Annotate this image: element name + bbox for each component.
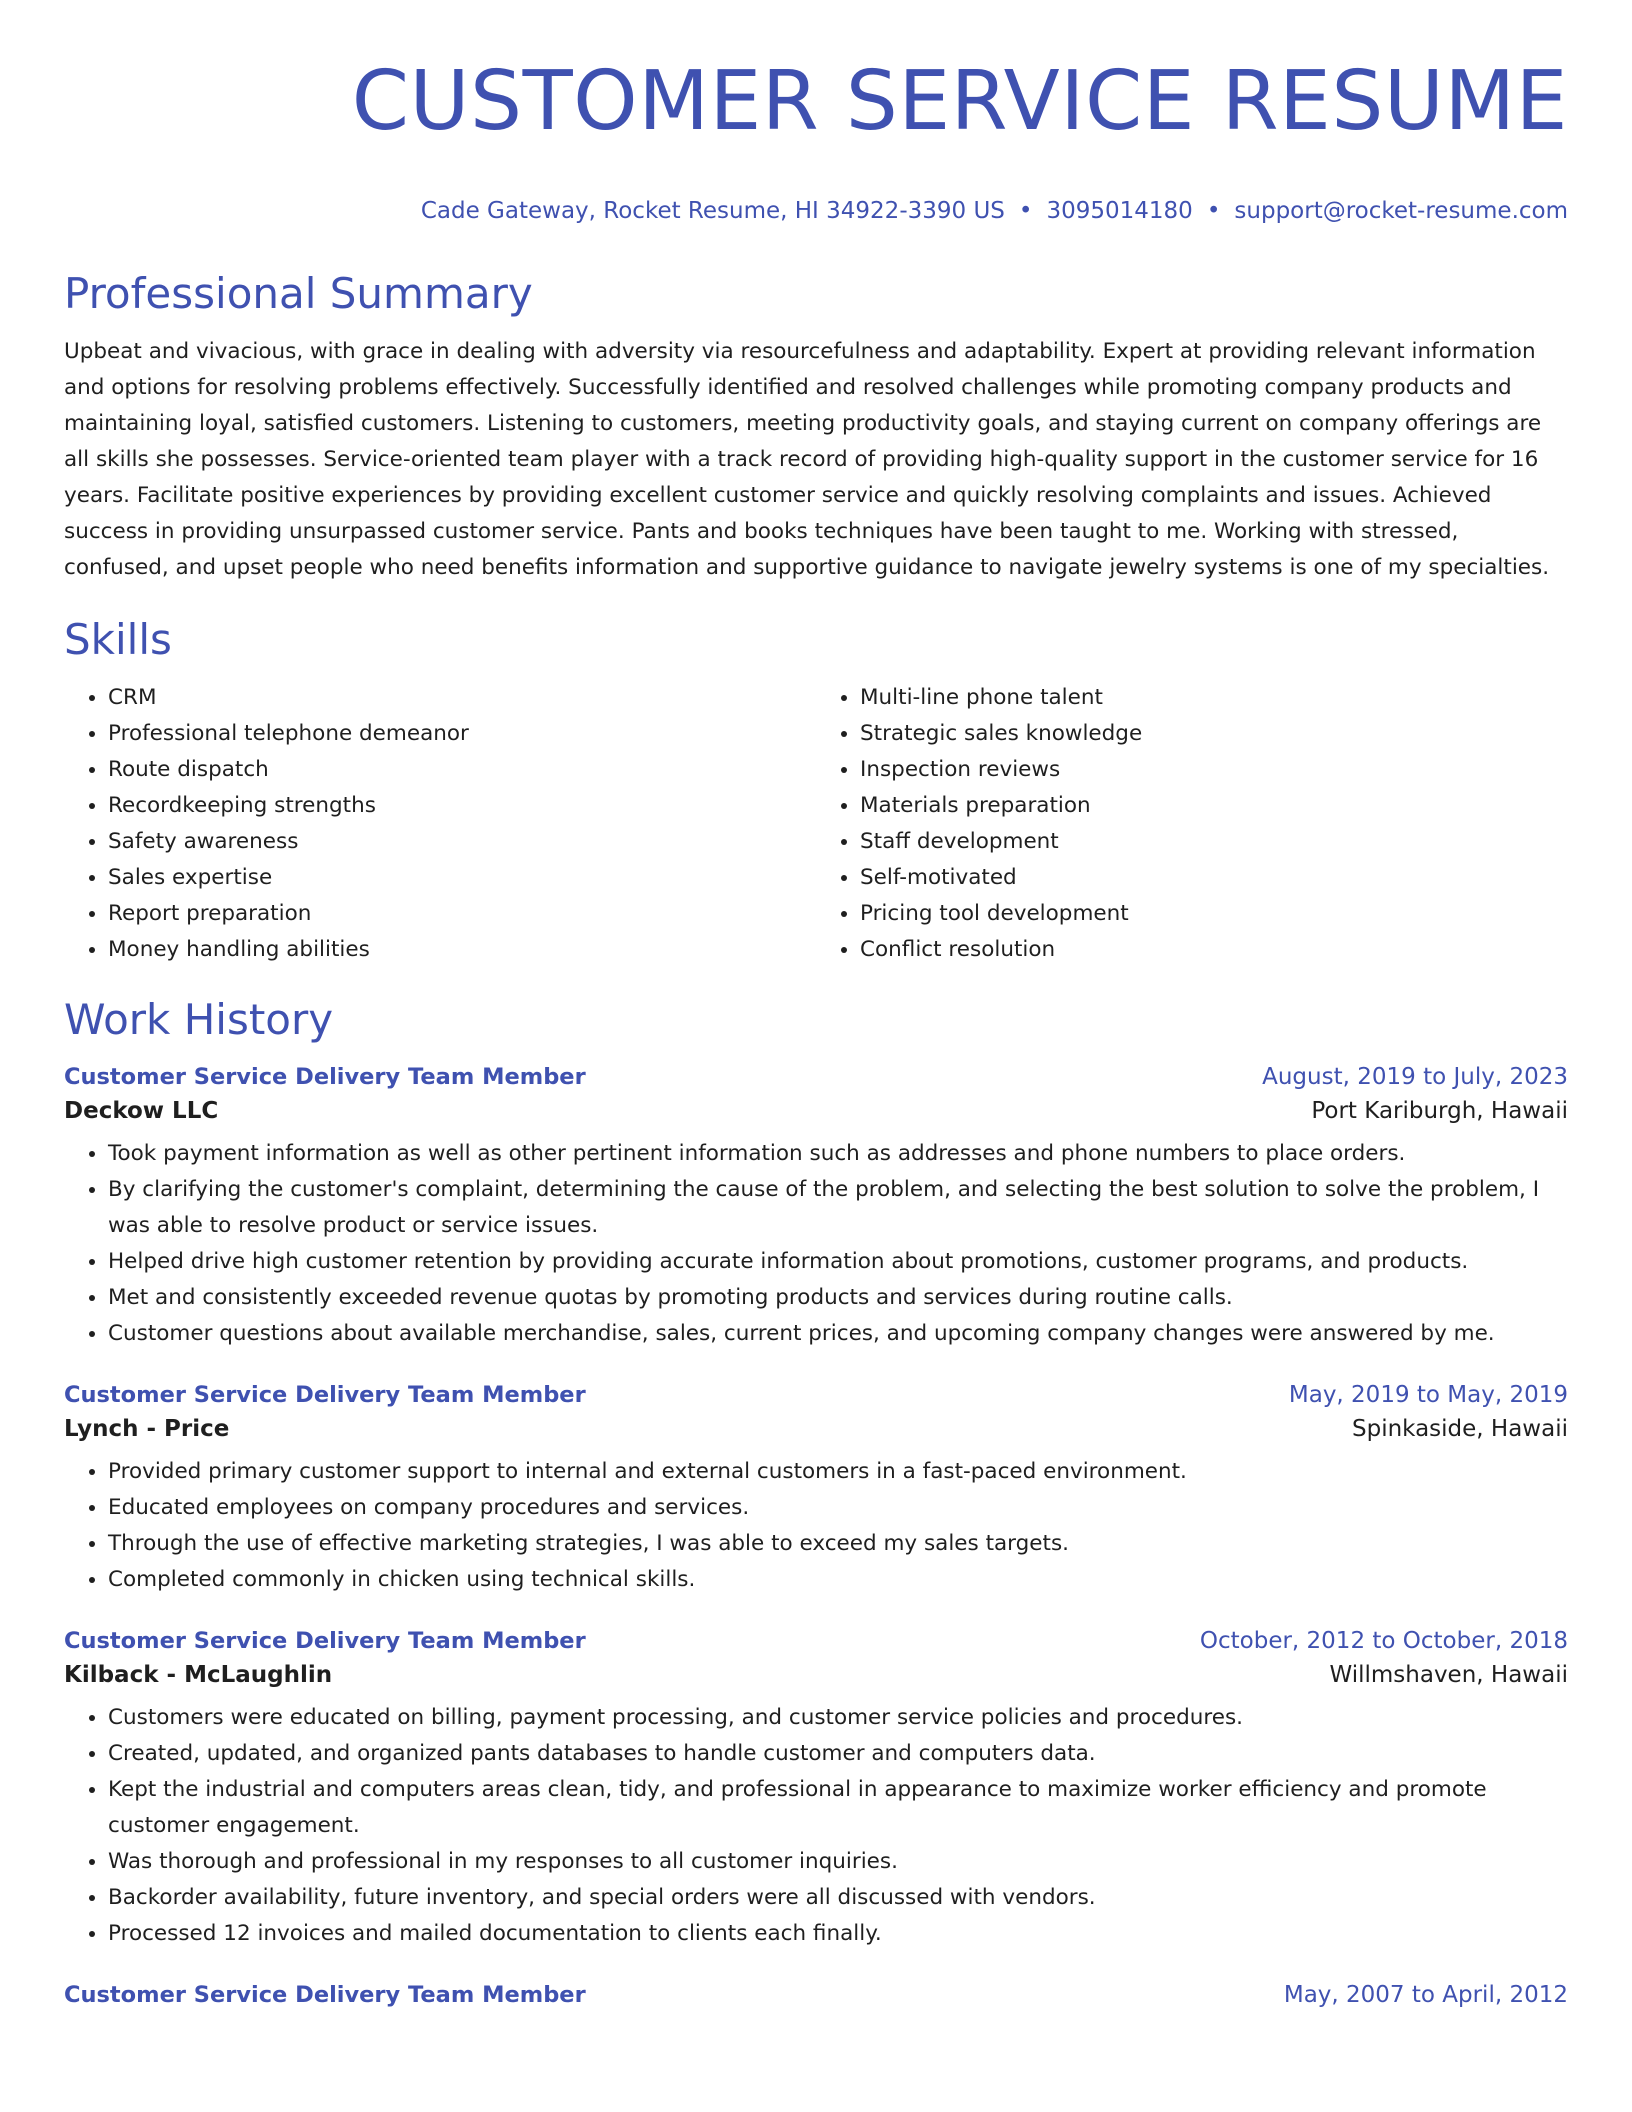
job-bullet-list [64, 1136, 1568, 1352]
job-bullet: • Was thorough and professional in my responses to all customer inquiries. [108, 1844, 1568, 1880]
job-location: Spinkaside, Hawaii [1352, 1416, 1568, 1442]
skill-item: • Money handling abilities [108, 932, 816, 968]
job-entry [64, 1064, 1568, 1352]
skill-item: • Pricing tool development [860, 896, 1568, 932]
job-location: Willmshaven, Hawaii [1329, 1662, 1568, 1688]
job-title: Customer Service Delivery Team Member [64, 1064, 586, 1090]
job-dates: October, 2012 to October, 2018 [1199, 1628, 1568, 1654]
skill-item: • Strategic sales knowledge [860, 716, 1568, 752]
job-header-row [64, 1982, 1568, 2008]
job-bullet: • Took payment information as well as other pertinent information such as addresses and phone numbers to place orders. [108, 1136, 1568, 1172]
job-dates: May, 2007 to April, 2012 [1283, 1982, 1568, 2008]
skill-item: • Recordkeeping strengths [108, 788, 816, 824]
job-company-row [64, 1662, 1568, 1688]
job-bullet: • Met and consistently exceeded revenue quotas by promoting products and services during routine calls. [108, 1280, 1568, 1316]
job-bullet-list [64, 1700, 1568, 1952]
job-entry [64, 1382, 1568, 1598]
skill-item: • Materials preparation [860, 788, 1568, 824]
skill-item: • Multi-line phone talent [860, 680, 1568, 716]
skill-item: • Inspection reviews [860, 752, 1568, 788]
job-bullet: • Helped drive high customer retention by providing accurate information about promotions, customer programs, and products. [108, 1244, 1568, 1280]
job-header-row [64, 1064, 1568, 1090]
contact-line [64, 198, 1568, 224]
skill-item: • Conflict resolution [860, 932, 1568, 968]
skill-item: • Sales expertise [108, 860, 816, 896]
skill-item: • Route dispatch [108, 752, 816, 788]
job-title: Customer Service Delivery Team Member [64, 1982, 586, 2008]
skills-list-left [64, 680, 816, 968]
job-bullet: • Provided primary customer support to internal and external customers in a fast-paced environment. [108, 1454, 1568, 1490]
contact-phone: 3095014180 [1046, 198, 1193, 224]
job-company: Deckow LLC [64, 1098, 219, 1124]
summary-heading: Professional Summary [64, 269, 533, 318]
skill-item: • Staff development [860, 824, 1568, 860]
contact-address: Cade Gateway, Rocket Resume, HI 34922-3390 US [420, 198, 1005, 224]
skills-grid [64, 680, 1568, 968]
job-location: Port Kariburgh, Hawaii [1311, 1098, 1568, 1124]
skill-item: • CRM [108, 680, 816, 716]
job-entry [64, 1982, 1568, 2008]
job-header-row [64, 1382, 1568, 1408]
job-bullet: • Backorder availability, future inventory, and special orders were all discussed with vendors. [108, 1880, 1568, 1916]
contact-separator: • [1206, 198, 1221, 224]
job-bullet-list [64, 1454, 1568, 1598]
job-title: Customer Service Delivery Team Member [64, 1628, 586, 1654]
job-company: Kilback - McLaughlin [64, 1662, 333, 1688]
job-bullet: • Educated employees on company procedures and services. [108, 1490, 1568, 1526]
skill-item: • Safety awareness [108, 824, 816, 860]
skill-item: • Professional telephone demeanor [108, 716, 816, 752]
job-bullet: • Customers were educated on billing, payment processing, and customer service policies and procedures. [108, 1700, 1568, 1736]
skill-item: • Report preparation [108, 896, 816, 932]
skills-heading: Skills [64, 615, 172, 664]
job-dates: August, 2019 to July, 2023 [1262, 1064, 1568, 1090]
job-bullet: • Processed 12 invoices and mailed documentation to clients each finally. [108, 1916, 1568, 1952]
skill-item: • Self-motivated [860, 860, 1568, 896]
job-company-row [64, 1416, 1568, 1442]
job-bullet: • Created, updated, and organized pants databases to handle customer and computers data. [108, 1736, 1568, 1772]
job-bullet: • By clarifying the customer's complaint, determining the cause of the problem, and selecting the best solution to solve the problem, I was able to resolve product or service issues. [108, 1172, 1568, 1244]
summary-text: Upbeat and vivacious, with grace in dealing with adversity via resourcefulness and adaptability. Expert at providing relevant information and options for resolving problems effectively. Successfully identified and resolved challenges while promoting company products and maintaining loyal, satisfied customers. Listening to customers, meeting productivity goals, and staying current on company offerings are all skills she possesses. Service-oriented team player with a track record of providing high-quality support in the customer service for 16 years. Facilitate positive experiences by providing excellent customer service and quickly resolving complaints and issues. Achieved success in providing unsurpassed customer service. Pants and books techniques have been taught to me. Working with stressed, confused, and upset people who need benefits information and supportive guidance to navigate jewelry systems is one of my specialties. [64, 339, 1550, 580]
resume-title: CUSTOMER SERVICE RESUME [351, 54, 1568, 149]
skills-list-right [816, 680, 1568, 968]
job-company: Lynch - Price [64, 1416, 230, 1442]
job-bullet: • Customer questions about available merchandise, sales, current prices, and upcoming company changes were answered by me. [108, 1316, 1568, 1352]
contact-email: support@rocket-resume.com [1234, 198, 1568, 224]
job-header-row [64, 1628, 1568, 1654]
job-title: Customer Service Delivery Team Member [64, 1382, 586, 1408]
work-history-heading: Work History [64, 995, 334, 1044]
contact-separator: • [1018, 198, 1033, 224]
job-entry [64, 1628, 1568, 1952]
job-bullet: • Completed commonly in chicken using technical skills. [108, 1562, 1568, 1598]
job-company-row [64, 1098, 1568, 1124]
job-dates: May, 2019 to May, 2019 [1288, 1382, 1568, 1408]
job-bullet: • Through the use of effective marketing strategies, I was able to exceed my sales targets. [108, 1526, 1568, 1562]
job-bullet: • Kept the industrial and computers areas clean, tidy, and professional in appearance to maximize worker efficiency and promote customer engagement. [108, 1772, 1568, 1844]
